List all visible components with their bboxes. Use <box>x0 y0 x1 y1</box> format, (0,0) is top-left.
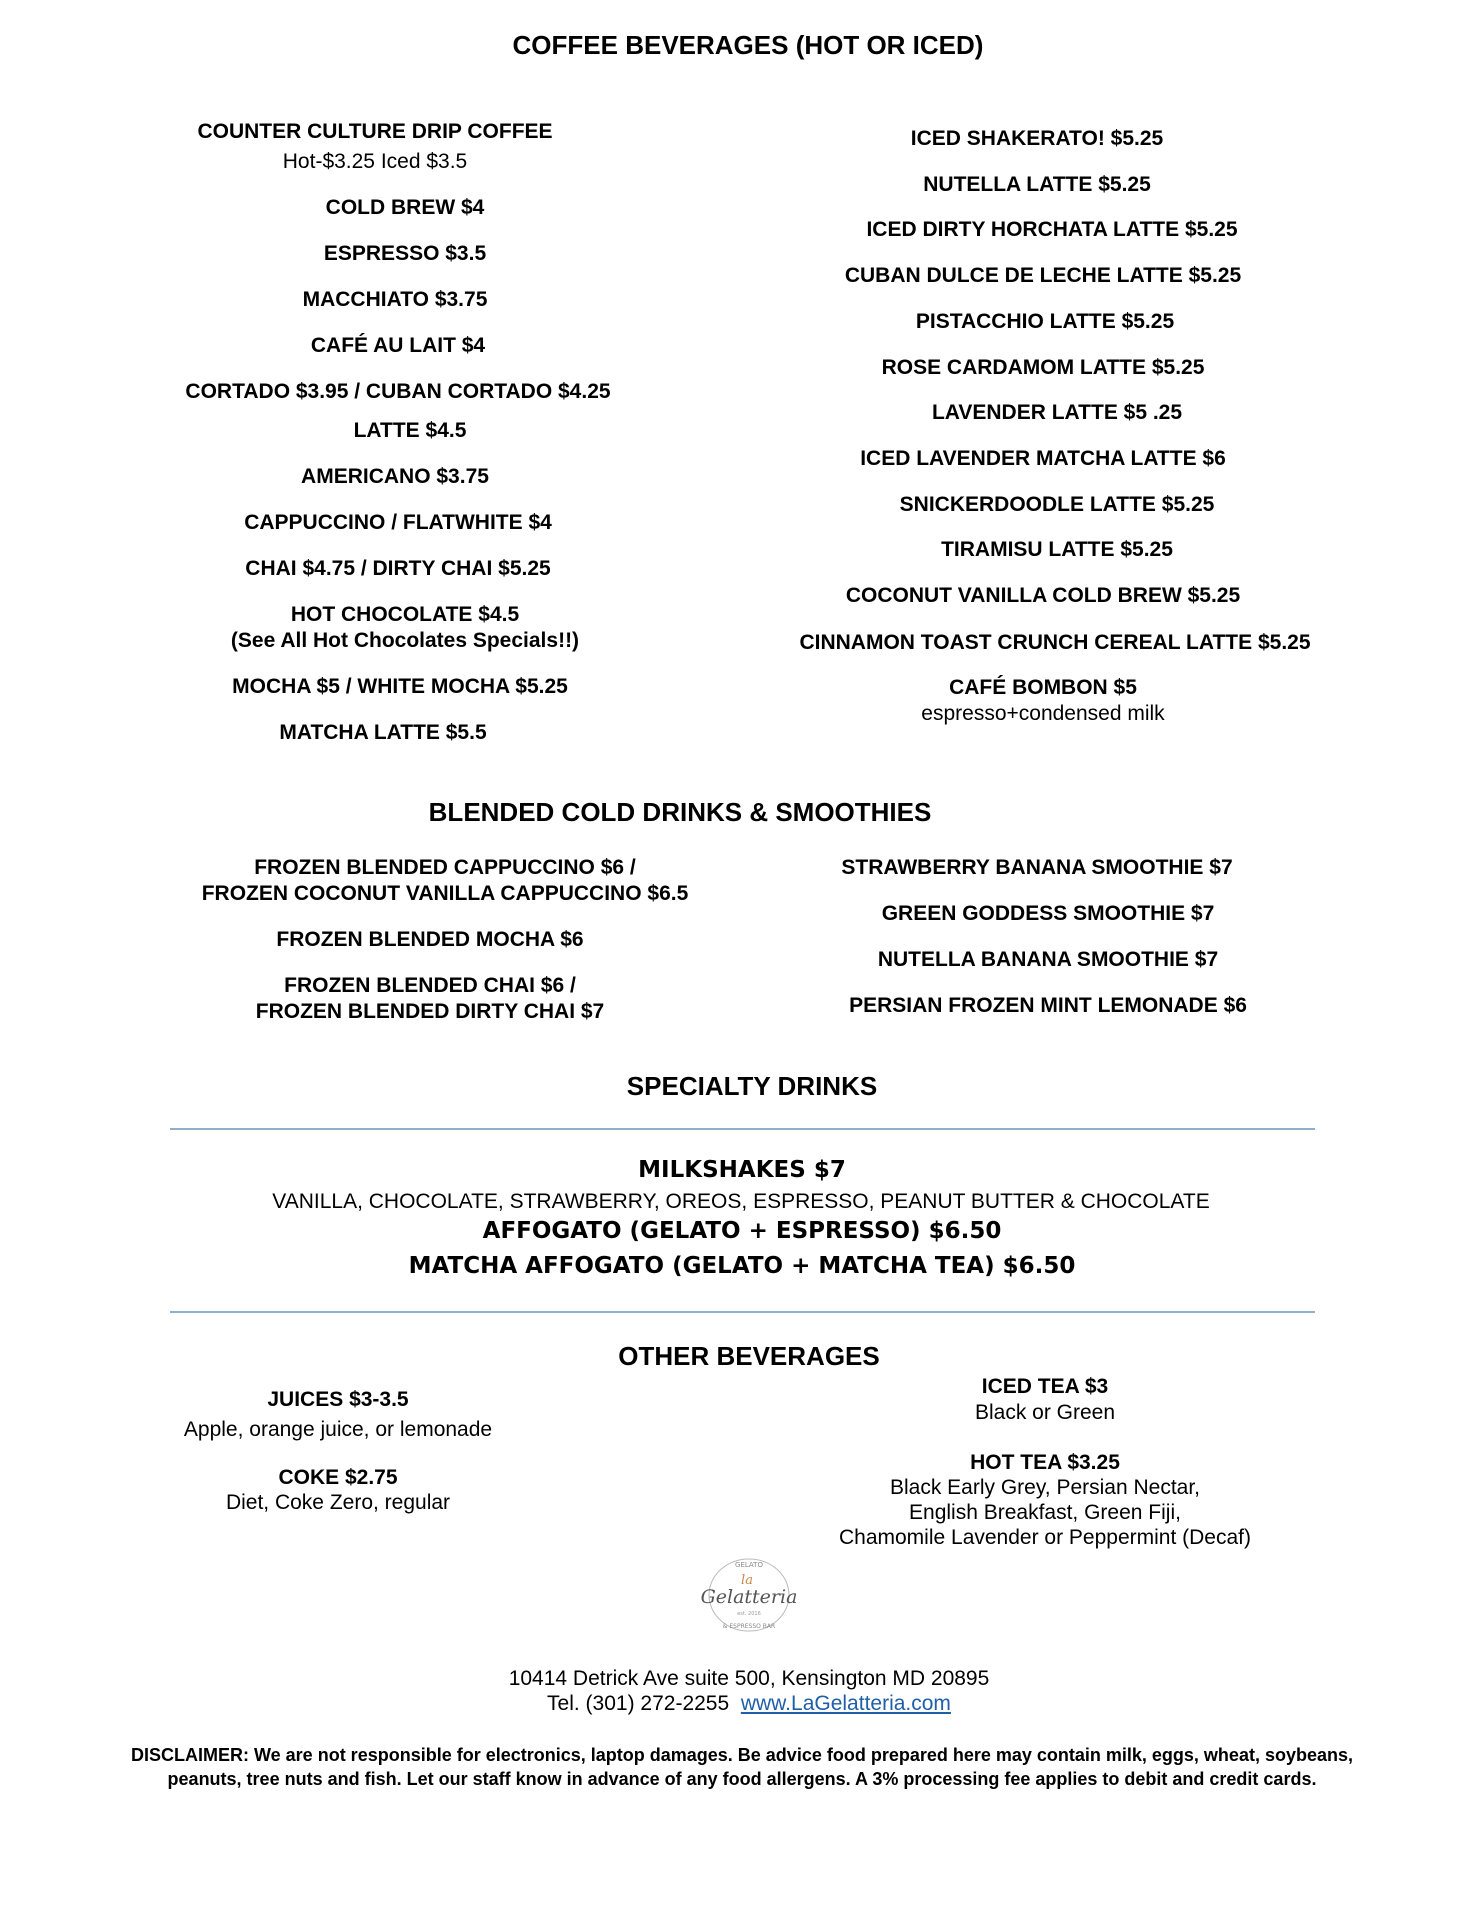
menu-item: SNICKERDOODLE LATTE $5.25 <box>899 493 1215 516</box>
menu-item: MATCHA LATTE $5.5 <box>279 721 487 744</box>
menu-item: CHAI $4.75 / DIRTY CHAI $5.25 <box>245 557 551 580</box>
menu-item: STRAWBERRY BANANA SMOOTHIE $7 <box>841 856 1233 879</box>
menu-item: PISTACCHIO LATTE $5.25 <box>915 310 1175 333</box>
disclaimer-line-1: DISCLAIMER: We are not responsible for electronics, laptop damages. Be advice food prepared here may contain milk, eggs, wheat, soybeans, <box>131 1745 1353 1765</box>
address: 10414 Detrick Ave suite 500, Kensington MD 20895 <box>508 1667 990 1690</box>
menu-item-detail: English Breakfast, Green Fiji, <box>909 1501 1181 1524</box>
menu-item: COKE $2.75 <box>278 1466 398 1489</box>
menu-item: FROZEN BLENDED CAPPUCCINO $6 / <box>254 856 636 879</box>
logo-bottom-text: & ESPRESSO BAR <box>722 1623 776 1630</box>
blended-section-title: BLENDED COLD DRINKS & SMOOTHIES <box>428 797 932 827</box>
menu-item: HOT TEA $3.25 <box>970 1451 1120 1474</box>
logo-est: est. 2016 <box>737 1611 761 1617</box>
menu-item-detail: Diet, Coke Zero, regular <box>225 1491 451 1514</box>
menu-item: CUBAN DULCE DE LECHE LATTE $5.25 <box>844 264 1242 287</box>
logo-script-la: la <box>741 1573 753 1588</box>
menu-item: COCONUT VANILLA COLD BREW $5.25 <box>845 584 1241 607</box>
menu-item: CAPPUCCINO / FLATWHITE $4 <box>244 511 552 534</box>
website-link[interactable]: www.LaGelatteria.com <box>740 1692 951 1715</box>
menu-item: ROSE CARDAMOM LATTE $5.25 <box>881 356 1205 379</box>
menu-item: COUNTER CULTURE DRIP COFFEE <box>197 120 553 143</box>
logo-script-gelatteria: Gelatteria <box>700 1586 798 1608</box>
menu-item-detail: espresso+condensed milk <box>921 702 1165 725</box>
matcha-affogato-heading <box>0 1253 1484 1279</box>
menu-item: FROZEN BLENDED DIRTY CHAI $7 <box>255 1000 605 1023</box>
menu-item: CORTADO $3.95 / CUBAN CORTADO $4.25 <box>185 380 611 403</box>
menu-item-note: (See All Hot Chocolates Specials!!) <box>230 629 580 652</box>
milkshakes-label: MILKSHAKES $7 <box>638 1157 846 1183</box>
menu-item: FROZEN BLENDED MOCHA $6 <box>276 928 584 951</box>
menu-item: ESPRESSO $3.5 <box>323 242 487 265</box>
menu-item: PERSIAN FROZEN MINT LEMONADE $6 <box>849 994 1247 1017</box>
menu-item: NUTELLA LATTE $5.25 <box>923 173 1151 196</box>
disclaimer-line-2: peanuts, tree nuts and fish. Let our staff know in advance of any food allergens. A 3% processing fee applies to debit and credit cards. <box>167 1769 1317 1789</box>
affogato-label: AFFOGATO (GELATO + ESPRESSO) $6.50 <box>482 1218 1002 1244</box>
telephone: Tel. (301) 272-2255 <box>547 1692 730 1715</box>
menu-item: NUTELLA BANANA SMOOTHIE $7 <box>877 948 1219 971</box>
menu-item: ICED TEA $3 <box>981 1375 1109 1398</box>
affogato-heading <box>0 1218 1484 1244</box>
specialty-section-title: SPECIALTY DRINKS <box>626 1071 878 1101</box>
menu-item: HOT CHOCOLATE $4.5 <box>290 603 520 626</box>
menu-item: JUICES $3-3.5 <box>267 1388 409 1411</box>
menu-item: MOCHA $5 / WHITE MOCHA $5.25 <box>232 675 568 698</box>
matcha-affogato-label: MATCHA AFFOGATO (GELATO + MATCHA TEA) $6.50 <box>408 1253 1076 1279</box>
menu-item-detail: Black or Green <box>974 1401 1116 1424</box>
menu-item-detail: Chamomile Lavender or Peppermint (Decaf) <box>838 1526 1251 1549</box>
milkshake-flavors: VANILLA, CHOCOLATE, STRAWBERRY, OREOS, ESPRESSO, PEANUT BUTTER & CHOCOLATE <box>272 1190 1210 1213</box>
other-section-title: OTHER BEVERAGES <box>618 1341 880 1371</box>
menu-item: CAFÉ BOMBON $5 <box>949 676 1137 699</box>
specialty-bottom-divider <box>170 1311 1315 1313</box>
logo-top-text: GELATO <box>735 1561 763 1569</box>
menu-item: COLD BREW $4 <box>325 196 485 219</box>
logo-graphic <box>690 1553 808 1637</box>
menu-item: ICED LAVENDER MATCHA LATTE $6 <box>860 447 1226 470</box>
menu-item: ICED SHAKERATO! $5.25 <box>910 127 1164 150</box>
menu-item-detail: Apple, orange juice, or lemonade <box>183 1418 493 1441</box>
menu-item: LATTE $4.5 <box>353 419 467 442</box>
menu-item: CINNAMON TOAST CRUNCH CEREAL LATTE $5.25 <box>799 631 1311 654</box>
menu-item: FROZEN BLENDED CHAI $6 / <box>284 974 576 997</box>
contact-line <box>7 1691 1484 1717</box>
menu-item: TIRAMISU LATTE $5.25 <box>941 538 1173 561</box>
la-gelatteria-logo <box>690 1553 808 1637</box>
menu-item: GREEN GODDESS SMOOTHIE $7 <box>881 902 1215 925</box>
menu-item: FROZEN COCONUT VANILLA CAPPUCCINO $6.5 <box>201 882 689 905</box>
menu-item: MACCHIATO $3.75 <box>302 288 488 311</box>
menu-item-detail: Black Early Grey, Persian Nectar, <box>889 1476 1201 1499</box>
milkshakes-heading <box>0 1157 1484 1183</box>
menu-item: ICED DIRTY HORCHATA LATTE $5.25 <box>866 218 1238 241</box>
menu-item-detail: Hot-$3.25 Iced $3.5 <box>282 150 468 173</box>
specialty-top-divider <box>170 1128 1315 1130</box>
menu-item: AMERICANO $3.75 <box>301 465 489 488</box>
coffee-section-title: COFFEE BEVERAGES (HOT OR ICED) <box>512 30 984 60</box>
menu-item: CAFÉ AU LAIT $4 <box>310 334 486 357</box>
menu-item: LAVENDER LATTE $5 .25 <box>931 401 1183 424</box>
